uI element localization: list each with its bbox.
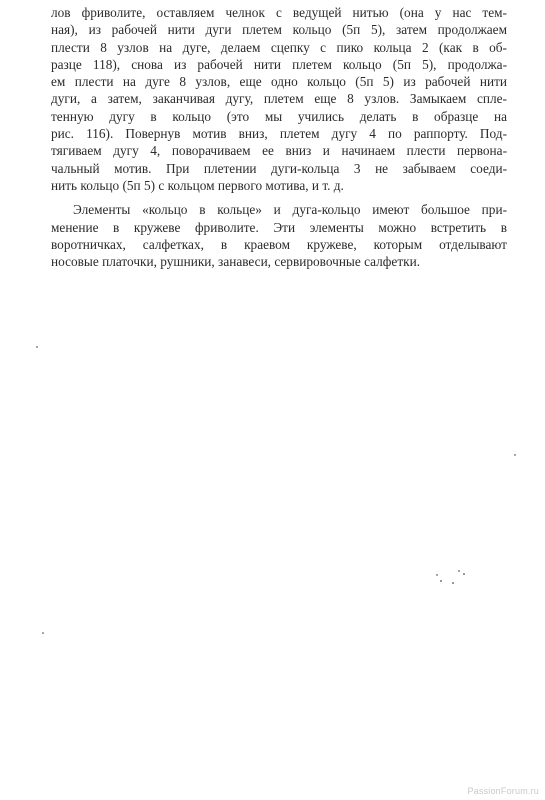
scan-speck: [514, 454, 516, 456]
text-line: плести 8 узлов на дуге, делаем сцепку с пико кольца 2 (как в об-: [51, 39, 507, 55]
text-line: тенную дугу в кольцо (это мы учились делать в образце на: [51, 108, 507, 124]
text-line: ем плести на дуге 8 узлов, еще одно кольцо (5п 5) из рабочей нити: [51, 74, 507, 90]
scan-speck: [36, 346, 38, 348]
scan-speck: [440, 580, 442, 582]
scan-speck: [452, 582, 454, 584]
text-line: воротничках, салфетках, в краевом кружеве, которым отделывают: [51, 236, 507, 252]
scan-speck: [436, 574, 438, 576]
text-line: менение в кружеве фриволите. Эти элементы можно встретить в: [51, 219, 507, 235]
text-line: разце 118), снова из рабочей нити плетем кольцо (5п 5), продолжа-: [51, 56, 507, 72]
watermark: PassionForum.ru: [467, 786, 539, 796]
scan-speck: [42, 632, 44, 634]
paragraph-1: [51, 4, 507, 194]
text-line: Элементы «кольцо в кольце» и дуга-кольцо имеют большое при-: [73, 202, 507, 218]
text-line: нить кольцо (5п 5) с кольцом первого мотива, и т. д.: [51, 177, 344, 193]
text-line: дуги, а затем, заканчивая дугу, плетем еще 8 узлов. Замыкаем спле-: [51, 91, 507, 107]
text-line: ная), из рабочей нити дуги плетем кольцо (5п 5), затем продолжаем: [51, 22, 507, 38]
scan-speck: [463, 573, 465, 575]
text-line: рис. 116). Повернув мотив вниз, плетем дугу 4 по раппорту. Под-: [51, 126, 507, 142]
text-line: тягиваем дугу 4, поворачиваем ее вниз и начинаем плести первона-: [51, 143, 507, 159]
scan-speck: [458, 570, 460, 572]
text-line: лов фриволите, оставляем челнок с ведущей нитью (она у нас тем-: [51, 5, 507, 20]
text-line: носовые платочки, рушники, занавеси, сервировочные салфетки.: [51, 254, 421, 270]
body-text: [51, 4, 507, 270]
paragraph-2: [51, 201, 507, 270]
text-line: чальный мотив. При плетении дуги-кольца 3 не забываем соеди-: [51, 160, 507, 176]
